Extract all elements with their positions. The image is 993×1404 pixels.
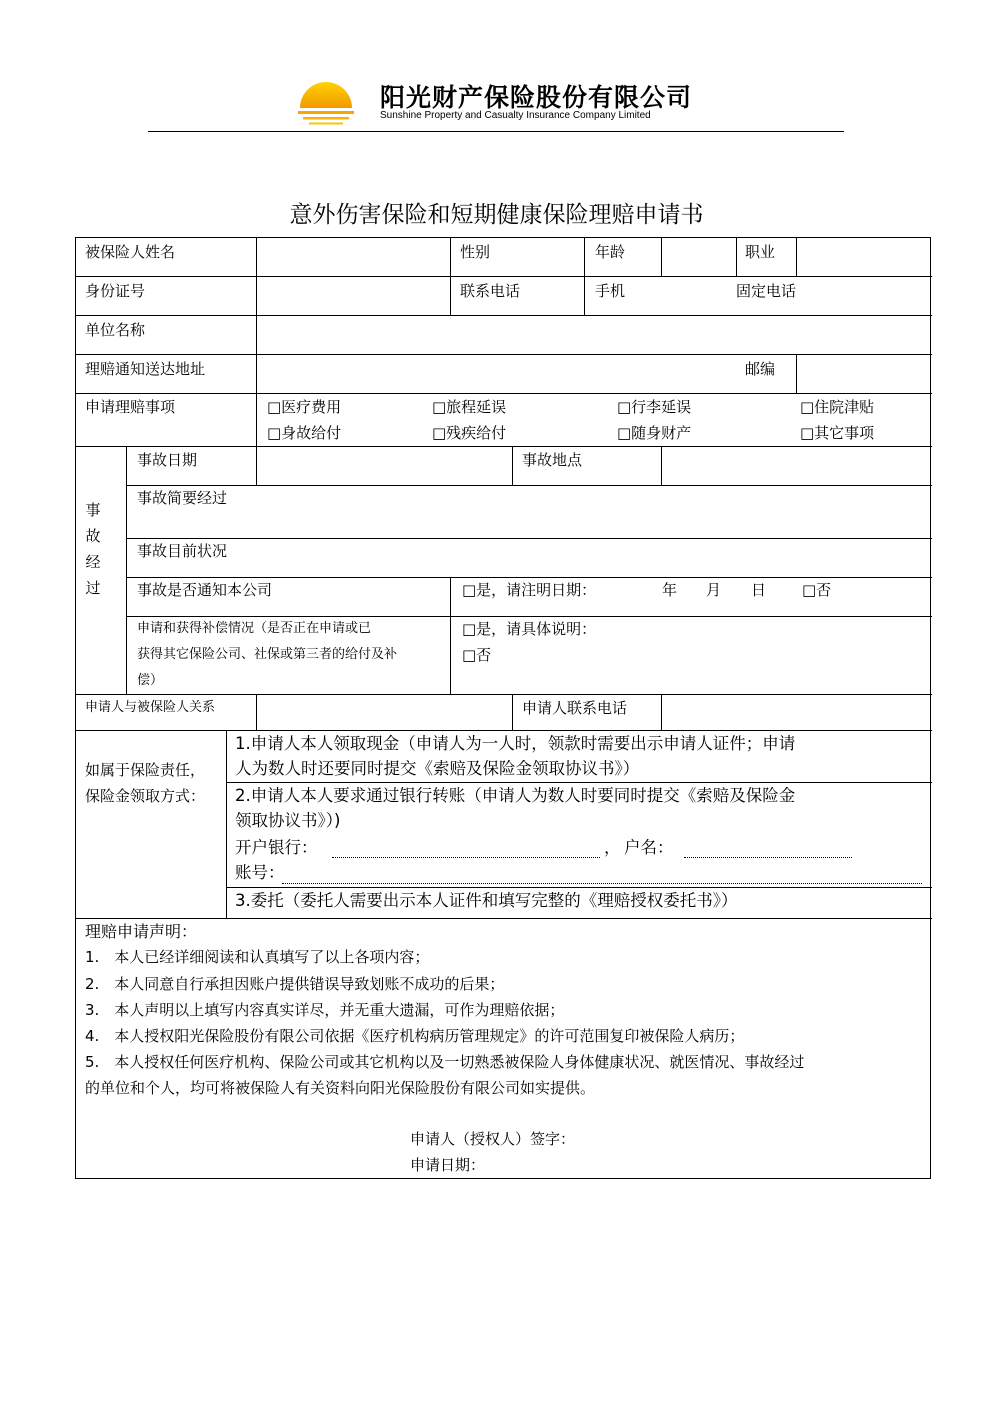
label-address: 理赔通知送达地址 (85, 360, 206, 378)
label-gender: 性别 (460, 243, 491, 261)
payment-option1-line1: 1.申请人本人领取现金（申请人为一人时，领款时需要出示申请人证件；申请 (235, 734, 796, 753)
label-compensation-line1: 申请和获得补偿情况（是否正在申请或已 (137, 621, 372, 636)
company-name-en: Sunshine Property and Casualty Insurance Company Limited (380, 110, 651, 121)
declaration-item-4: 4. 本人授权阳光保险股份有限公司依据《医疗机构病历管理规定》的许可范围复印被保险人病历； (85, 1027, 745, 1045)
label-applicant-phone: 申请人联系电话 (522, 699, 628, 717)
letterhead (148, 70, 844, 134)
label-accident-date: 事故日期 (137, 451, 198, 469)
payment-option2-line1: 2.申请人本人要求通过银行转账（申请人为数人时要同时提交《索赔及保险金 (235, 786, 796, 805)
label-bank: 开户银行： (235, 838, 318, 857)
label-mobile: 手机 (595, 282, 626, 300)
claim-form-table (75, 237, 931, 1179)
declaration-item-2: 2. 本人同意自行承担因账户提供错误导致划账不成功的后果； (85, 975, 505, 993)
label-occupation: 职业 (745, 243, 776, 261)
checkbox-death-benefit[interactable]: □身故给付 (267, 424, 342, 442)
label-id-number: 身份证号 (85, 282, 146, 300)
checkbox-compensation-no[interactable]: □否 (462, 646, 492, 664)
company-name-cn: 阳光财产保险股份有限公司 (380, 83, 693, 112)
label-age: 年龄 (595, 243, 626, 261)
label-year: 年 (662, 581, 678, 599)
label-insured-name: 被保险人姓名 (85, 243, 176, 261)
declaration-item-5-cont: 的单位和个人，均可将被保险人有关资料向阳光保险股份有限公司如实提供。 (85, 1079, 596, 1097)
label-employer: 单位名称 (85, 321, 146, 339)
checkbox-notified-yes[interactable]: □是，请注明日期： (462, 581, 597, 599)
label-account-number: 账号： (235, 863, 285, 882)
checkbox-medical-expense[interactable]: □医疗费用 (267, 398, 342, 416)
accident-section-char-1: 事 (85, 501, 101, 519)
checkbox-notified-no[interactable]: □否 (802, 581, 832, 599)
label-month: 月 (706, 581, 722, 599)
sun-logo-icon (294, 74, 358, 128)
label-compensation-line3: 偿） (137, 673, 164, 688)
application-date-label: 申请日期： (410, 1156, 486, 1174)
checkbox-hospital-allowance[interactable]: □住院津贴 (800, 398, 875, 416)
label-accident-status: 事故目前状况 (137, 542, 228, 560)
bank-input-line[interactable] (332, 857, 600, 858)
checkbox-travel-delay[interactable]: □旅程延误 (432, 398, 507, 416)
label-compensation-line2: 获得其它保险公司、社保或第三者的给付及补 (137, 647, 398, 662)
accident-section-char-4: 过 (85, 579, 101, 597)
label-landline: 固定电话 (736, 282, 797, 300)
payment-option3: 3.委托（委托人需要出示本人证件和填写完整的《理赔授权委托书》） (235, 891, 738, 910)
label-accident-place: 事故地点 (522, 451, 583, 469)
label-day: 日 (751, 581, 767, 599)
signature-label: 申请人（授权人）签字： (410, 1130, 576, 1148)
label-claim-items: 申请理赔事项 (85, 398, 176, 416)
accident-section-char-2: 故 (85, 527, 101, 545)
declaration-heading: 理赔申请声明： (85, 922, 198, 941)
payment-label-line2: 保险金领取方式： (85, 787, 206, 805)
payment-label-line1: 如属于保险责任， (85, 761, 206, 779)
header-divider (148, 131, 844, 132)
accident-section-char-3: 经 (85, 553, 101, 571)
label-account-name: 户名： (624, 838, 674, 857)
checkbox-baggage-delay[interactable]: □行李延误 (617, 398, 692, 416)
label-accident-summary: 事故简要经过 (137, 489, 228, 507)
declaration-item-5: 5. 本人授权任何医疗机构、保险公司或其它机构以及一切熟悉被保险人身体健康状况、就医情况、事故经过 (85, 1053, 805, 1071)
payment-option2-line2: 领取协议书》）) (235, 811, 341, 830)
form-title: 意外伤害保险和短期健康保险理赔申请书 (289, 202, 704, 228)
account-number-input-line[interactable] (282, 883, 922, 884)
checkbox-disability-benefit[interactable]: □残疾给付 (432, 424, 507, 442)
declaration-item-3: 3. 本人声明以上填写内容真实详尽，并无重大遗漏，可作为理赔依据； (85, 1001, 565, 1019)
declaration-item-1: 1. 本人已经详细阅读和认真填写了以上各项内容； (85, 948, 430, 966)
label-applicant-relation: 申请人与被保险人关系 (85, 700, 216, 715)
checkbox-personal-property[interactable]: □随身财产 (617, 424, 692, 442)
label-contact-phone: 联系电话 (460, 282, 521, 300)
account-name-input-line[interactable] (684, 857, 852, 858)
payment-option1-line2: 人为数人时还要同时提交《索赔及保险金领取协议书》） (235, 759, 640, 778)
bank-comma: ， (604, 838, 621, 857)
label-notified: 事故是否通知本公司 (137, 581, 273, 599)
checkbox-other-items[interactable]: □其它事项 (800, 424, 875, 442)
checkbox-compensation-yes[interactable]: □是，请具体说明： (462, 620, 597, 638)
label-postcode: 邮编 (745, 360, 776, 378)
